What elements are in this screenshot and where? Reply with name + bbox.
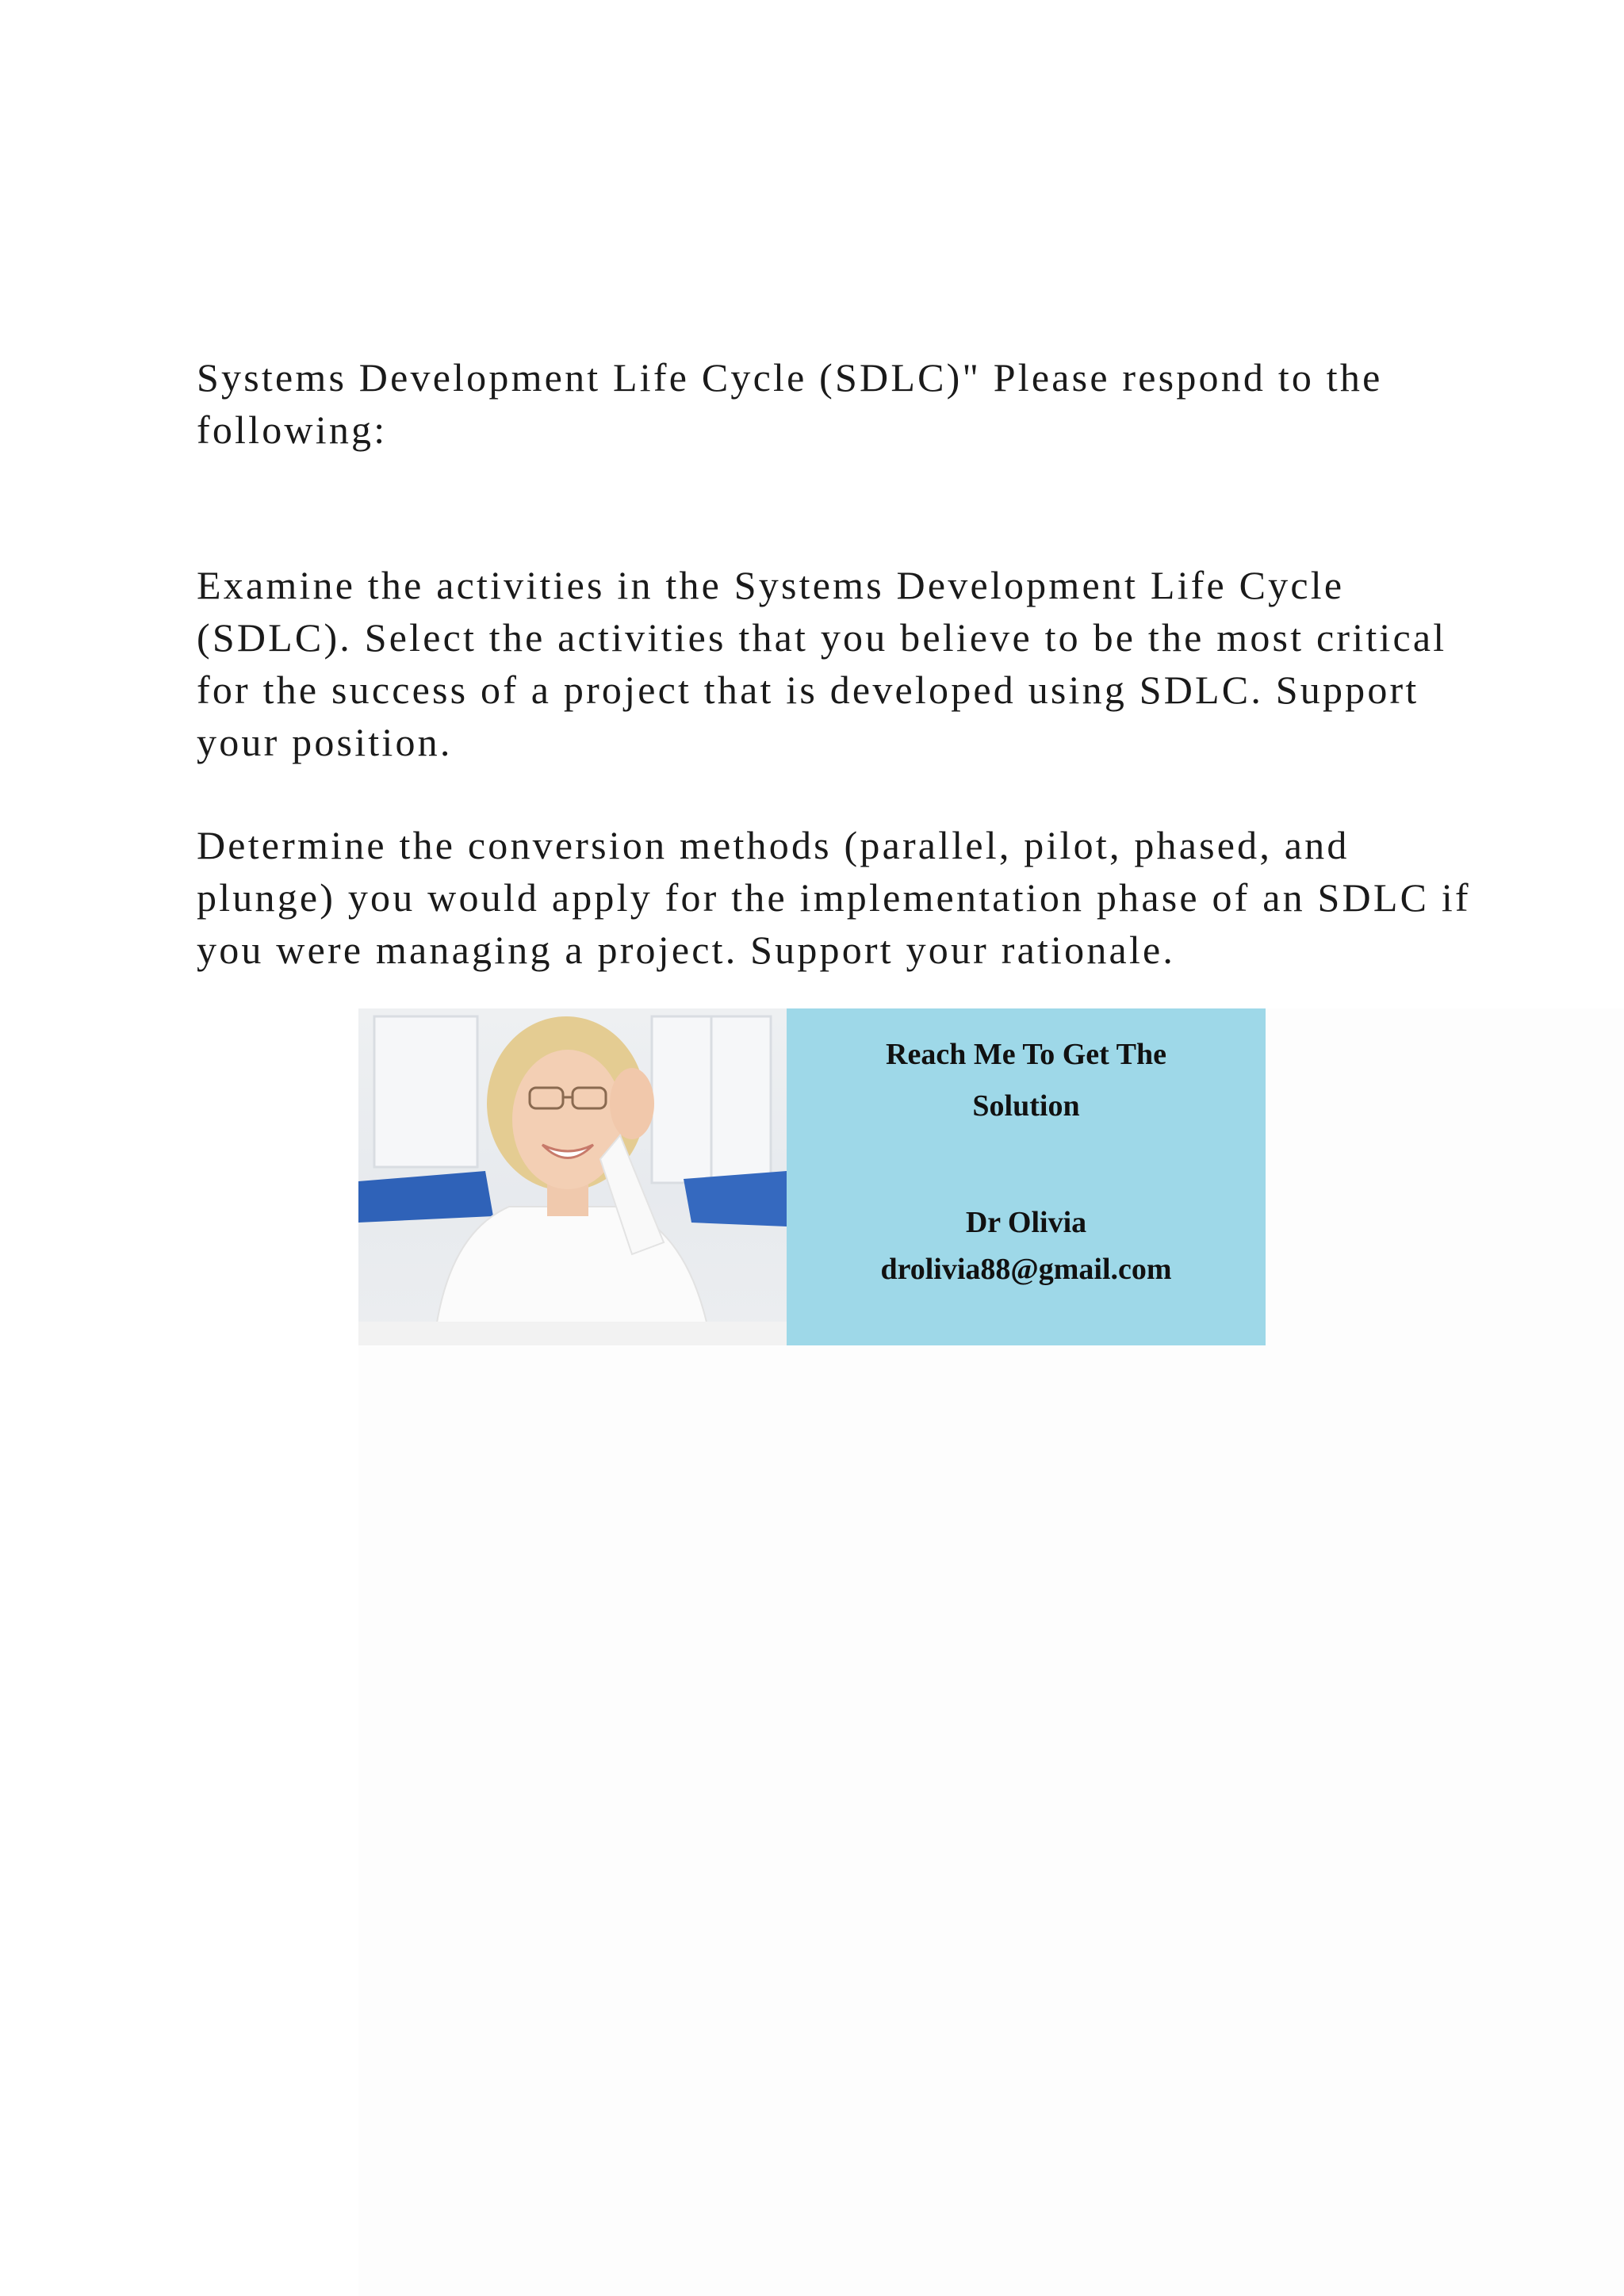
paragraph-activities: Examine the activities in the Systems Development Life Cycle (SDLC). Select the activities that you believe to be the most critical for the success of a project that is developed using SDLC. Support your position. — [197, 563, 1447, 764]
contact-info-panel — [787, 1008, 1266, 1345]
woman-photo — [358, 1008, 787, 1345]
contact-email: drolivia88@gmail.com — [880, 1253, 1172, 1286]
paragraph-conversion-methods: Determine the conversion methods (parallel, pilot, phased, and plunge) you would apply for the implementation phase of an SDLC if you were managing a project. Support your rationale. — [197, 823, 1471, 972]
banner-heading-line2: Solution — [972, 1089, 1080, 1123]
contact-name: Dr Olivia — [965, 1206, 1087, 1239]
document-heading: Systems Development Life Cycle (SDLC)" Please respond to the following: — [197, 355, 1383, 452]
contact-banner — [358, 1008, 1266, 1345]
banner-heading-line1: Reach Me To Get The — [886, 1038, 1166, 1071]
